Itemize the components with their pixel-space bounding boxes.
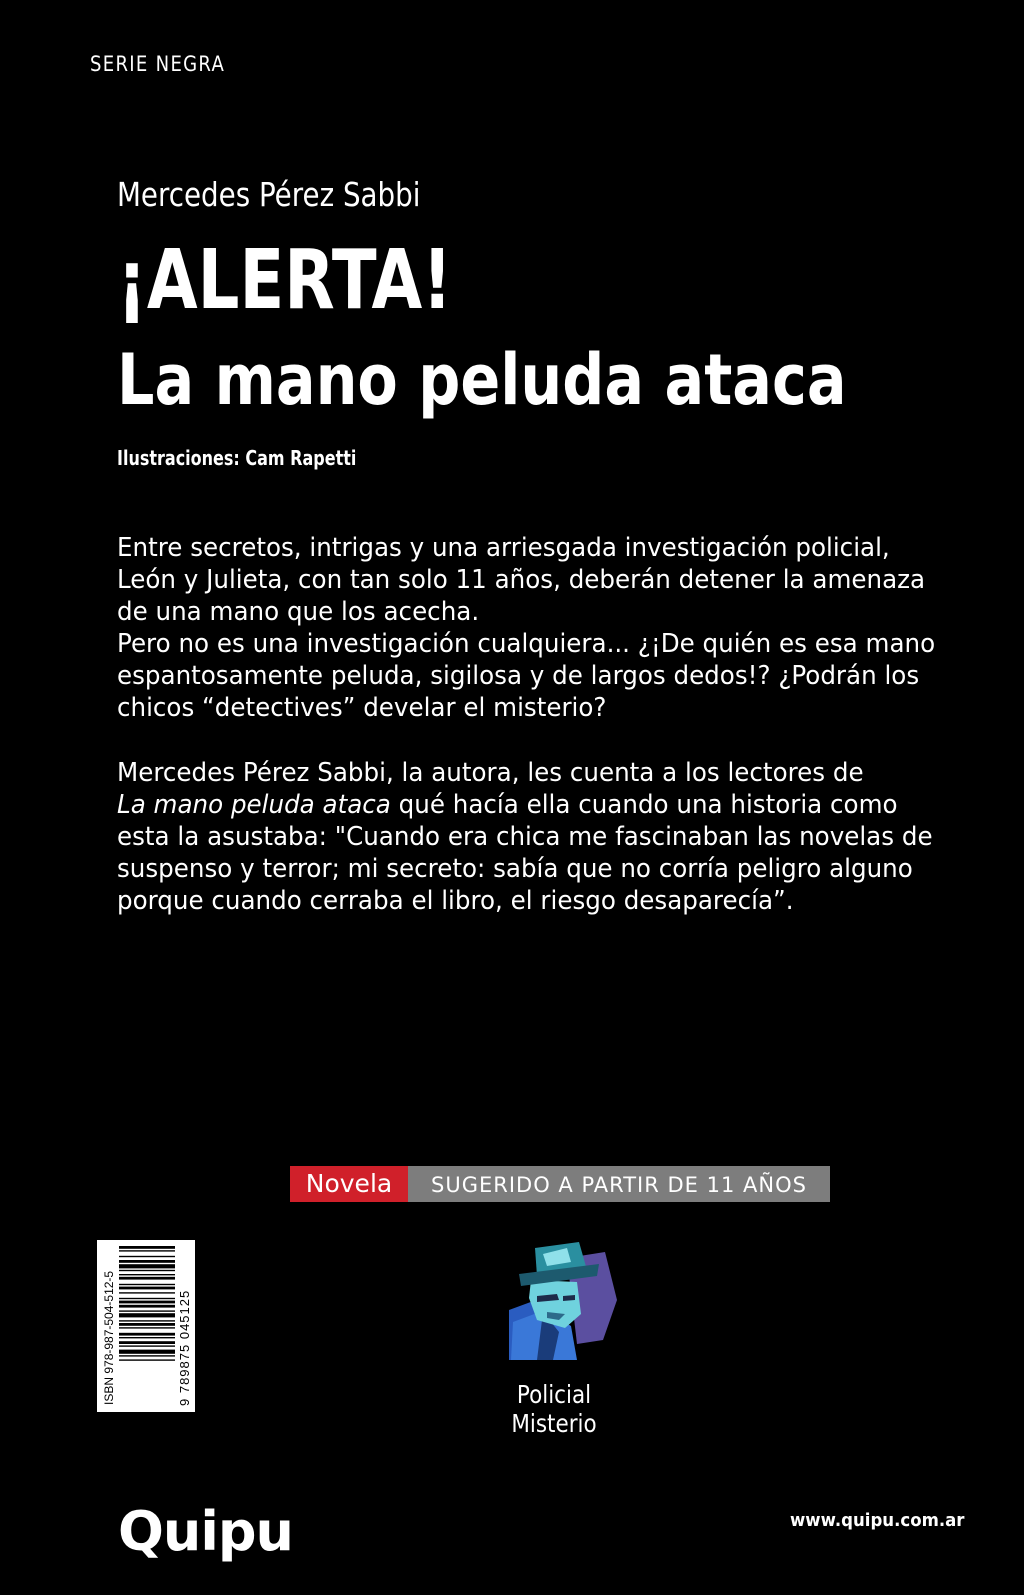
barcode-bar — [119, 1333, 175, 1336]
book-title-line2: La mano peluda ataca — [117, 339, 847, 421]
blurb-line: chicos “detectives” develar el misterio? — [117, 693, 607, 723]
barcode-bar — [119, 1310, 175, 1311]
barcode-bar — [119, 1274, 175, 1275]
barcode-bar — [119, 1337, 175, 1338]
barcode-bar — [119, 1320, 175, 1321]
book-title-line1: ¡ALERTA! — [117, 233, 453, 328]
publisher-logo: Quipu — [118, 1500, 293, 1563]
category-misterio: Misterio — [511, 1409, 597, 1438]
blurb-line-rest: qué hacía ella cuando una historia como — [390, 790, 898, 820]
blurb-line: suspenso y terror; mi secreto: sabía que no corría peligro alguno — [117, 854, 913, 884]
ean-digits: 9 789875 045125 — [177, 1289, 192, 1406]
barcode-bar — [119, 1355, 175, 1356]
barcode-bar — [119, 1327, 175, 1328]
book-title-italic: La mano peluda ataca — [117, 790, 391, 820]
barcode-bar — [119, 1270, 175, 1271]
blurb-line: de una mano que los acecha. — [117, 597, 480, 627]
age-recommendation: SUGERIDO A PARTIR DE 11 AÑOS — [408, 1166, 830, 1202]
category-policial: Policial — [516, 1380, 592, 1409]
author-name: Mercedes Pérez Sabbi — [117, 175, 421, 214]
blurb-line: espantosamente peluda, sigilosa y de largos dedos!? ¿Podrán los — [117, 661, 920, 691]
barcode-bar — [119, 1305, 175, 1308]
barcode-bar — [119, 1284, 175, 1285]
illustrator-credit: Ilustraciones: Cam Rapetti — [117, 446, 357, 470]
genre-age-band — [290, 1166, 830, 1202]
barcode-bar — [119, 1292, 175, 1293]
series-label: SERIE NEGRA — [90, 52, 226, 76]
detective-icon — [507, 1240, 627, 1364]
barcode-bar — [119, 1359, 175, 1360]
barcode-bar — [119, 1323, 175, 1326]
blurb-line: porque cuando cerraba el libro, el riesgo desaparecía”. — [117, 886, 794, 916]
barcode-bar — [119, 1287, 175, 1290]
isbn-text: ISBN 978-987-504-512-5 — [102, 1270, 116, 1405]
blurb-line — [117, 789, 939, 821]
publisher-website: www.quipu.com.ar — [790, 1510, 965, 1531]
barcode-bar — [119, 1264, 175, 1268]
barcode-bar — [119, 1350, 175, 1354]
barcode-bar — [119, 1301, 175, 1304]
blurb-paragraph-1 — [117, 532, 939, 724]
barcode — [97, 1240, 195, 1412]
blurb-line: Mercedes Pérez Sabbi, la autora, les cuenta a los lectores de — [117, 758, 864, 788]
barcode-bar — [119, 1298, 175, 1299]
barcode-bar — [119, 1313, 175, 1317]
barcode-bar — [119, 1250, 175, 1251]
blurb-line: esta la asustaba: "Cuando era chica me fascinaban las novelas de — [117, 822, 933, 852]
blurb-paragraph-2 — [117, 757, 939, 917]
barcode-bar — [119, 1277, 175, 1280]
blurb-line: Entre secretos, intrigas y una arriesgada investigación policial, — [117, 533, 890, 563]
blurb-line: León y Julieta, con tan solo 11 años, deberán detener la amenaza — [117, 565, 926, 595]
genre-label: Novela — [290, 1166, 408, 1202]
blurb-line: Pero no es una investigación cualquiera... ¿¡De quién es esa mano — [117, 629, 936, 659]
barcode-bar — [119, 1341, 175, 1344]
barcode-bar — [119, 1345, 175, 1346]
barcode-bar — [119, 1246, 175, 1249]
barcode-bar — [119, 1256, 175, 1257]
barcode-bar — [119, 1260, 175, 1263]
